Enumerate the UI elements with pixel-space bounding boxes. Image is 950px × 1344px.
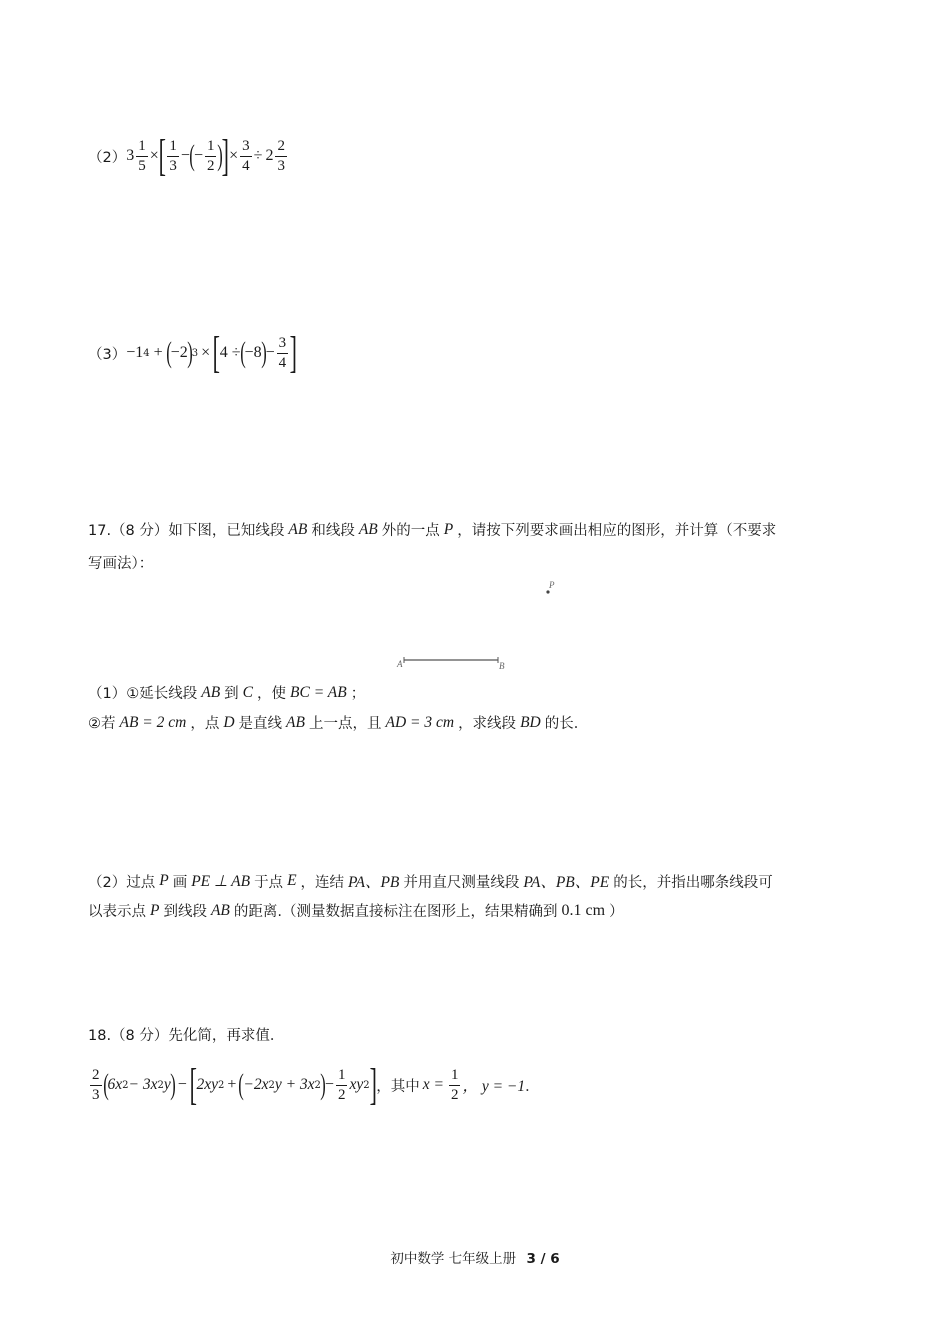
q16-3-label: （3） [88, 346, 127, 363]
page-footer [0, 1247, 950, 1267]
fraction: $\frac{1}{5}$ [138, 137, 146, 174]
point-p-label: P [549, 580, 555, 590]
footer-text: 初中数学 七年级上册 [390, 1251, 517, 1267]
q17-sub2: ②若 AB = 2 cm ，点 D 是直线 AB 上一点，且 AD = 3 cm ，求线段 BD 的长． [88, 713, 589, 732]
q18-intro: 18.（8 分）先化简，再求值． [88, 1028, 285, 1044]
q16-2-label: （2） [88, 149, 127, 166]
q17-part2: （2）过点 P 画 PE ⊥ AB 于点 E ，连结 PA、PB 并用直尺测量线段 PA、PB、PE 的长，并指出哪条线段可 [88, 872, 773, 891]
point-b-label: B [499, 661, 505, 671]
point-a-label: A [397, 659, 403, 669]
q17-intro: 17.（8 分）如下图，已知线段 AB 和线段 AB 外的一点 P ，请按下列要求画出相应的图形，并计算（不要求 [88, 520, 777, 539]
q17-intro-line2: 写画法）： [88, 556, 154, 572]
fraction: $\frac{1}{2}$ [450, 1066, 459, 1103]
fraction: $\frac{1}{2}$ [206, 137, 215, 174]
q16-part3: （3） −1 4 + ( −2 ) 3 × [ 4 ÷ ( −8 ) − $\frac{3}{4}$ ] [88, 328, 298, 377]
page-number: 3 / 6 [526, 1251, 560, 1267]
q18-expression: $\frac{2}{3}$ ( 6x 2 − 3x 2 y ) − [ 2xy 2 + ( −2x 2 y + 3x 2 ) − $\frac{1}{2}$ xy 2 ] ，其中 x = $\frac{1}{2}$ ， y = −1 ． [92, 1060, 540, 1109]
q16-part2: （2） 3 $\frac{1}{5}$ × [ $\frac{1}{3}$ − ( − $\frac{1}{2}$ ) ] × $\frac{3}{4}$ ÷ 2 $\frac{2}{3}$ [88, 131, 285, 180]
fraction: $\frac{3}{4}$ [242, 137, 250, 174]
fraction: $\frac{2}{3}$ [92, 1066, 100, 1103]
fraction: $\frac{1}{2}$ [337, 1066, 346, 1103]
point-p-dot [546, 590, 549, 593]
fraction: $\frac{2}{3}$ [277, 137, 285, 174]
q17-part2-line2: 以表示点 P 到线段 AB 的距离.（测量数据直接标注在图形上，结果精确到 0.1 cm ） [88, 901, 624, 920]
q17-sub1: （1）①延长线段 AB 到 C ，使 BC = AB ； [88, 683, 366, 702]
fraction: $\frac{1}{3}$ [169, 137, 177, 174]
fraction: $\frac{3}{4}$ [278, 334, 287, 371]
